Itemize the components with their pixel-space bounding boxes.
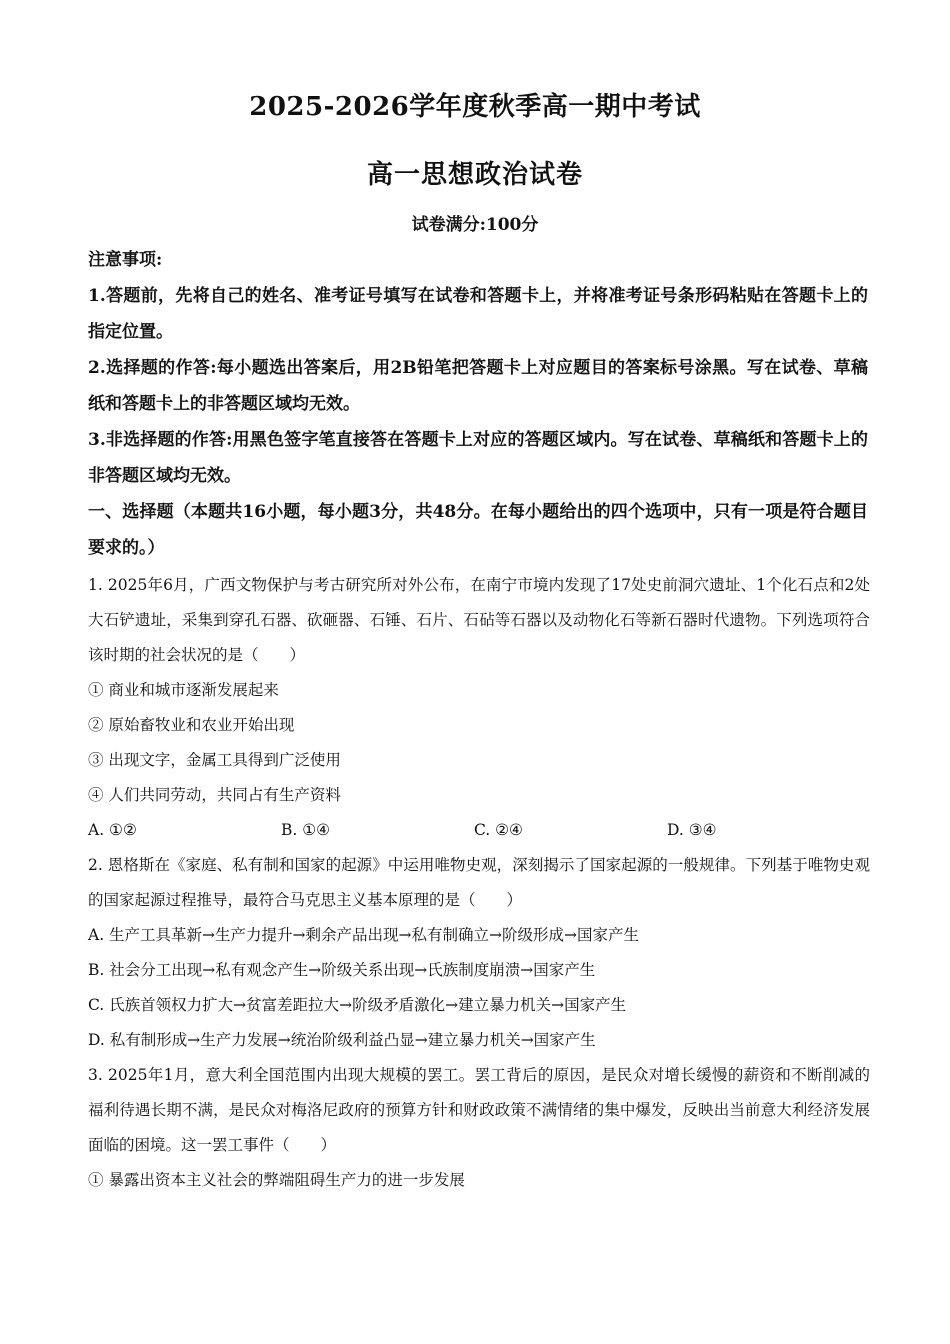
exam-title: 2025-2026学年度秋季高一期中考试: [249, 92, 701, 122]
option-d: D. 私有制形成→生产力发展→统治阶级利益凸显→建立暴力机关→国家产生: [88, 1031, 596, 1049]
note-item: 3.非选择题的作答:用黑色签字笔直接答在答题卡上对应的答题区域内。写在试卷、草稿纸和答题卡上的非答题区域均无效。: [88, 430, 868, 486]
option-b: B. 社会分工出现→私有观念产生→阶级关系出现→氏族制度崩溃→国家产生: [88, 961, 596, 979]
question-stem-1: 1. 2025年6月，广西文物保护与考古研究所对外公布，在南宁市境内发现了17处史前洞穴遗址、1个化石点和2处大石铲遗址，采集到穿孔石器、砍砸器、石锤、石片、石砧等石器以及动物化石等新石器时代遗物。下列选项符合该时期的社会状况的是（ ）: [88, 576, 870, 664]
options-row-1: [88, 813, 870, 848]
option-c: C. 氏族首领权力扩大→贫富差距拉大→阶级矛盾激化→建立暴力机关→国家产生: [88, 996, 627, 1014]
section-heading: 一、选择题（本题共16小题，每小题3分，共48分。在每小题给出的四个选项中，只有一项是符合题目要求的。）: [88, 502, 868, 558]
option-a: A. ①②: [88, 821, 137, 839]
exam-subtitle: 高一思想政治试卷: [366, 160, 583, 190]
statement: ③ 出现文字，金属工具得到广泛使用: [88, 751, 341, 769]
option-b: B. ①④: [281, 821, 331, 839]
section-heading-block: [88, 494, 868, 566]
full-score: 试卷满分:100分: [411, 215, 539, 235]
option-c: C. ②④: [474, 821, 523, 839]
statement: ① 暴露出资本主义社会的弊端阻碍生产力的进一步发展: [88, 1171, 465, 1189]
statement: ② 原始畜牧业和农业开始出现: [88, 716, 295, 734]
statement: ① 商业和城市逐渐发展起来: [88, 681, 279, 699]
question-stem-3: 3. 2025年1月，意大利全国范围内出现大规模的罢工。罢工背后的原因，是民众对增长缓慢的薪资和不断削减的福利待遇长期不满，是民众对梅洛尼政府的预算方针和财政政策不满情绪的集中爆发，反映出当前意大利经济发展面临的困境。这一罢工事件（ ）: [88, 1066, 870, 1154]
question-stem-2: 2. 恩格斯在《家庭、私有制和国家的起源》中运用唯物史观，深刻揭示了国家起源的一般规律。下列基于唯物史观的国家起源过程推导，最符合马克思主义基本原理的是（ ）: [88, 856, 870, 909]
statement: ④ 人们共同劳动，共同占有生产资料: [88, 786, 341, 804]
option-d: D. ③④: [667, 821, 717, 839]
notes-heading: 注意事项:: [88, 250, 163, 270]
note-item: 2.选择题的作答:每小题选出答案后，用2B铅笔把答题卡上对应题目的答案标号涂黑。写在试卷、草稿纸和答题卡上的非答题区域均无效。: [88, 358, 868, 414]
option-a: A. 生产工具革新→生产力提升→剩余产品出现→私有制确立→阶级形成→国家产生: [88, 926, 639, 944]
notes-block: [88, 242, 868, 494]
questions-block: [88, 568, 870, 1198]
note-item: 1.答题前，先将自己的姓名、准考证号填写在试卷和答题卡上，并将准考证号条形码粘贴在答题卡上的指定位置。: [88, 286, 868, 342]
